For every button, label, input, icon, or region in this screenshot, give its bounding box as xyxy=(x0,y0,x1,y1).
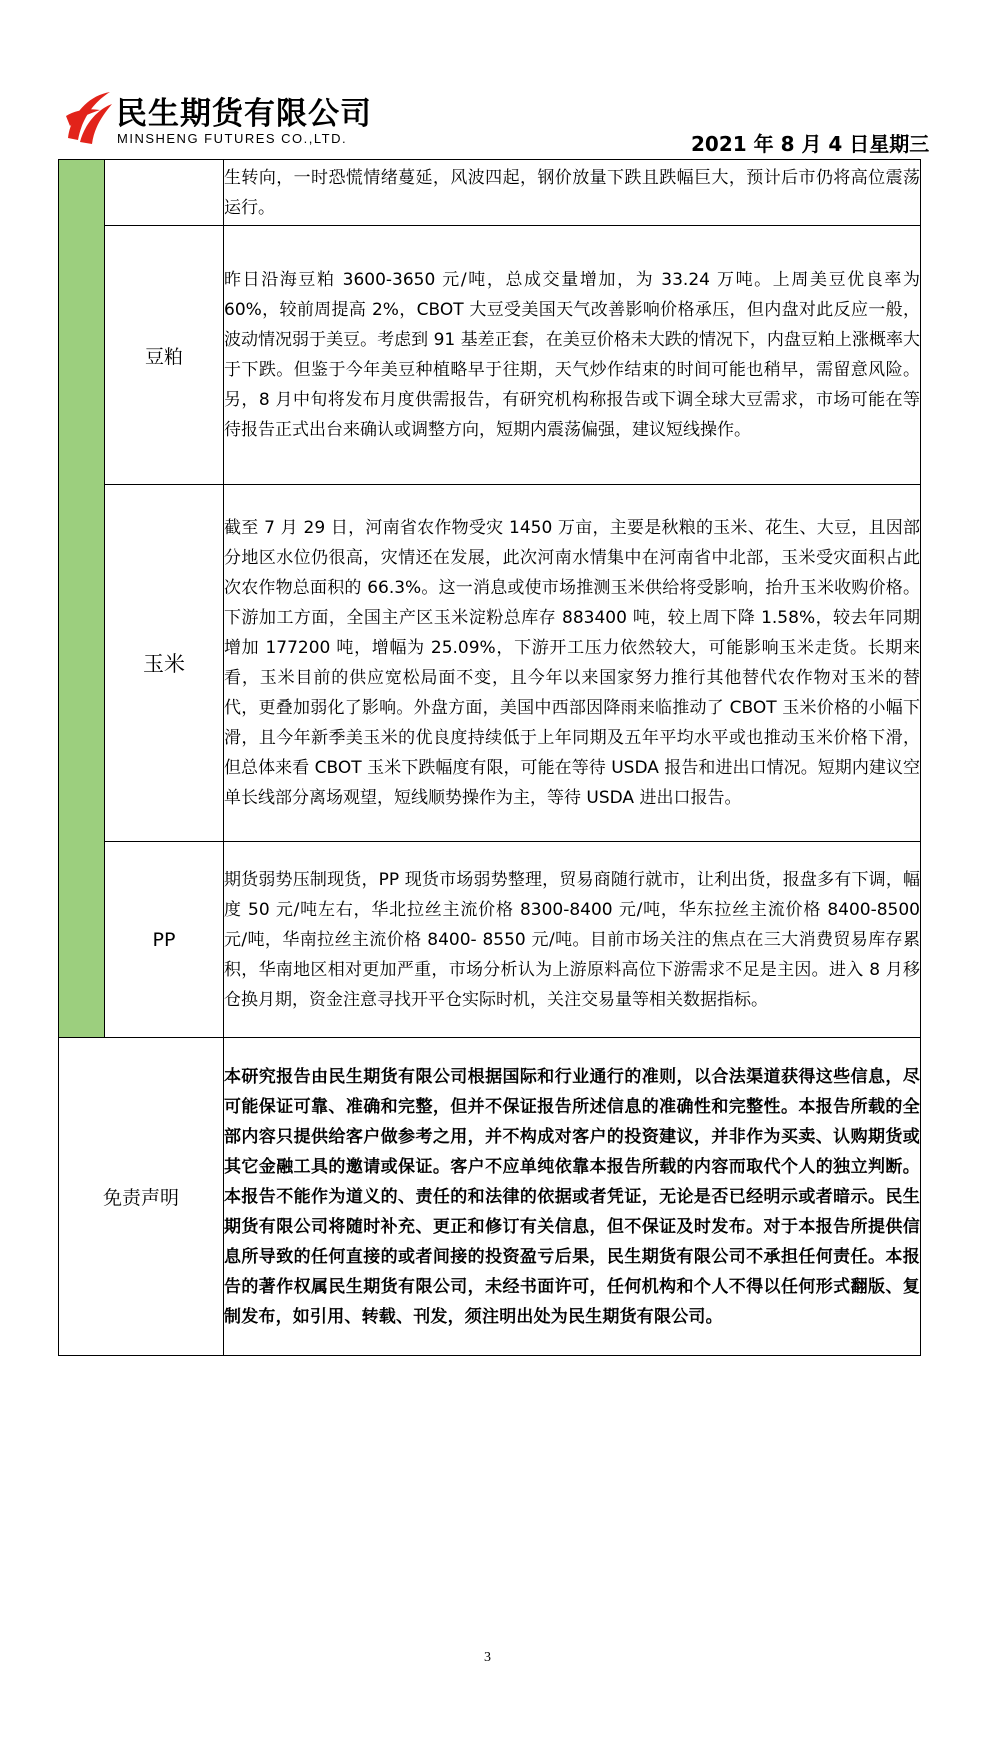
page-header xyxy=(0,0,984,160)
table-row xyxy=(59,160,921,226)
minsheng-logo-icon xyxy=(64,88,114,146)
table-row xyxy=(59,842,921,1038)
table-row xyxy=(59,226,921,485)
report-date: 2021 年 8 月 4 日星期三 xyxy=(691,132,930,156)
report-table xyxy=(58,159,921,1356)
disclaimer-label: 免责声明 xyxy=(59,1038,224,1356)
company-logo xyxy=(64,88,372,150)
row-content-pp: 期货弱势压制现货，PP 现货市场弱势整理，贸易商随行就市，让利出货，报盘多有下调，幅度 50 元/吨左右，华北拉丝主流价格 8300-8400 元/吨，华东拉丝主流价格 8400-8500 元/吨，华南拉丝主流价格 8400- 8550 元/吨。目前市场关注的焦点在三大消费贸易库存累积，华南地区相对更加严重，市场分析认为上游原料高位下游需求不足是主因。进入 8 月移仓换月期，资金注意寻找开平仓实际时机，关注交易量等相关数据指标。 xyxy=(224,842,921,1038)
category-side-bar xyxy=(59,160,105,1038)
row-content-corn: 截至 7 月 29 日，河南省农作物受灾 1450 万亩，主要是秋粮的玉米、花生、大豆，且因部分地区水位仍很高，灾情还在发展，此次河南水情集中在河南省中北部，玉米受灾面积占此次农作物总面积的 66.3%。这一消息或使市场推测玉米供给将受影响，抬升玉米收购价格。下游加工方面，全国主产区玉米淀粉总库存 883400 吨，较上周下降 1.58%，较去年同期增加 177200 吨，增幅为 25.09%，下游开工压力依然较大，可能影响玉米走货。长期来看，玉米目前的供应宽松局面不变，且今年以来国家努力推行其他替代农作物对玉米的替代，更叠加弱化了影响。外盘方面，美国中西部因降雨来临推动了 CBOT 玉米价格的小幅下滑，且今年新季美玉米的优良度持续低于上年同期及五年平均水平或也推动玉米价格下滑，但总体来看 CBOT 玉米下跌幅度有限，可能在等待 USDA 报告和进出口情况。短期内建议空单长线部分离场观望，短线顺势操作为主，等待 USDA 进出口报告。 xyxy=(224,485,921,842)
row-label-pp: PP xyxy=(105,842,224,1038)
disclaimer-text: 本研究报告由民生期货有限公司根据国际和行业通行的准则，以合法渠道获得这些信息，尽可能保证可靠、准确和完整，但并不保证报告所述信息的准确性和完整性。本报告所载的全部内容只提供给客户做参考之用，并不构成对客户的投资建议，并非作为买卖、认购期货或其它金融工具的邀请或保证。客户不应单纯依靠本报告所载的内容而取代个人的独立判断。本报告不能作为道义的、责任的和法律的依据或者凭证，无论是否已经明示或者暗示。民生期货有限公司将随时补充、更正和修订有关信息，但不保证及时发布。对于本报告所提供信息所导致的任何直接的或者间接的投资盈亏后果，民生期货有限公司不承担任何责任。本报告的著作权属民生期货有限公司，未经书面许可，任何机构和个人不得以任何形式翻版、复制发布，如引用、转载、刊发，须注明出处为民生期货有限公司。 xyxy=(224,1038,921,1356)
company-name-en: MINSHENG FUTURES CO.,LTD. xyxy=(117,131,348,146)
row-content-soymeal: 昨日沿海豆粕 3600-3650 元/吨，总成交量增加，为 33.24 万吨。上周美豆优良率为 60%，较前周提高 2%，CBOT 大豆受美国天气改善影响价格承压，但内盘对此反应一般，波动情况弱于美豆。考虑到 91 基差正套，在美豆价格未大跌的情况下，内盘豆粕上涨概率大于下跌。但鉴于今年美豆种植略早于往期，天气炒作结束的时间可能也稍早，需留意风险。另，8 月中旬将发布月度供需报告，有研究机构称报告或下调全球大豆需求，市场可能在等待报告正式出台来确认或调整方向，短期内震荡偏强，建议短线操作。 xyxy=(224,226,921,485)
page-number: 3 xyxy=(484,1650,491,1665)
row-label-soymeal: 豆粕 xyxy=(105,226,224,485)
company-name-cn: 民生期货有限公司 xyxy=(116,96,372,132)
row-content: 生转向，一时恐慌情绪蔓延，风波四起，钢价放量下跌且跌幅巨大，预计后市仍将高位震荡运行。 xyxy=(224,160,921,226)
table-row xyxy=(59,485,921,842)
row-label xyxy=(105,160,224,226)
row-label-corn: 玉米 xyxy=(105,485,224,842)
disclaimer-row xyxy=(59,1038,921,1356)
